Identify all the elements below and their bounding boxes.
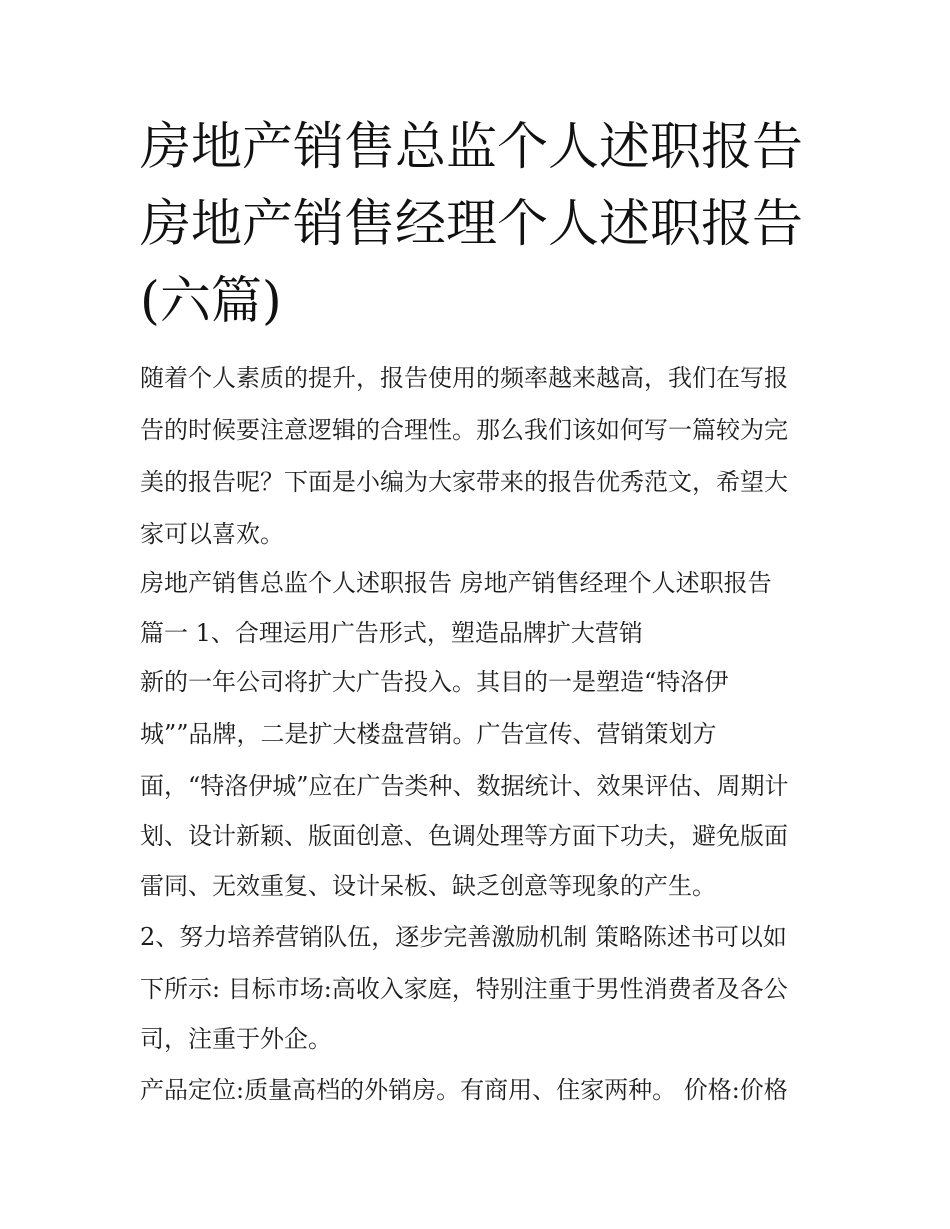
document-title-line-1: 房地产销售总监个人述职报告 bbox=[140, 118, 804, 177]
paragraph-line: 房地产销售总监个人述职报告 房地产销售经理个人述职报告 bbox=[140, 569, 772, 597]
paragraph-line: 2、努力培养营销队伍，逐步完善激励机制 策略陈述书可以如 bbox=[140, 923, 787, 951]
paragraph-line: 司，注重于外企。 bbox=[140, 1025, 332, 1053]
paragraph-line: 篇一 1、合理运用广告形式，塑造品牌扩大营销 bbox=[140, 619, 643, 647]
paragraph-line: 城””品牌，二是扩大楼盘营销。广告宣传、营销策划方 bbox=[140, 720, 717, 748]
document-title-line-3: (六篇) bbox=[140, 272, 282, 331]
paragraph-line: 下所示: 目标市场:高收入家庭，特别注重于男性消费者及各公 bbox=[140, 975, 788, 1003]
paragraph-line: 雷同、无效重复、设计呆板、缺乏创意等现象的产生。 bbox=[140, 872, 716, 900]
paragraph-line: 新的一年公司将扩大广告投入。其目的一是塑造“特洛伊 bbox=[140, 668, 729, 696]
paragraph-line: 告的时候要注意逻辑的合理性。那么我们该如何写一篇较为完 bbox=[140, 416, 788, 444]
paragraph-line: 划、设计新颖、版面创意、色调处理等方面下功夫，避免版面 bbox=[140, 822, 788, 850]
document-title-line-2: 房地产销售经理个人述职报告 bbox=[140, 195, 804, 254]
paragraph-line: 产品定位:质量高档的外销房。有商用、住家两种。 价格:价格 bbox=[140, 1076, 788, 1104]
paragraph-line: 美的报告呢？下面是小编为大家带来的报告优秀范文，希望大 bbox=[140, 468, 788, 496]
paragraph-line: 面，“特洛伊城”应在广告类种、数据统计、效果评估、周期计 bbox=[140, 772, 789, 800]
paragraph-line: 家可以喜欢。 bbox=[140, 520, 284, 548]
paragraph-line: 随着个人素质的提升，报告使用的频率越来越高，我们在写报 bbox=[140, 364, 788, 392]
